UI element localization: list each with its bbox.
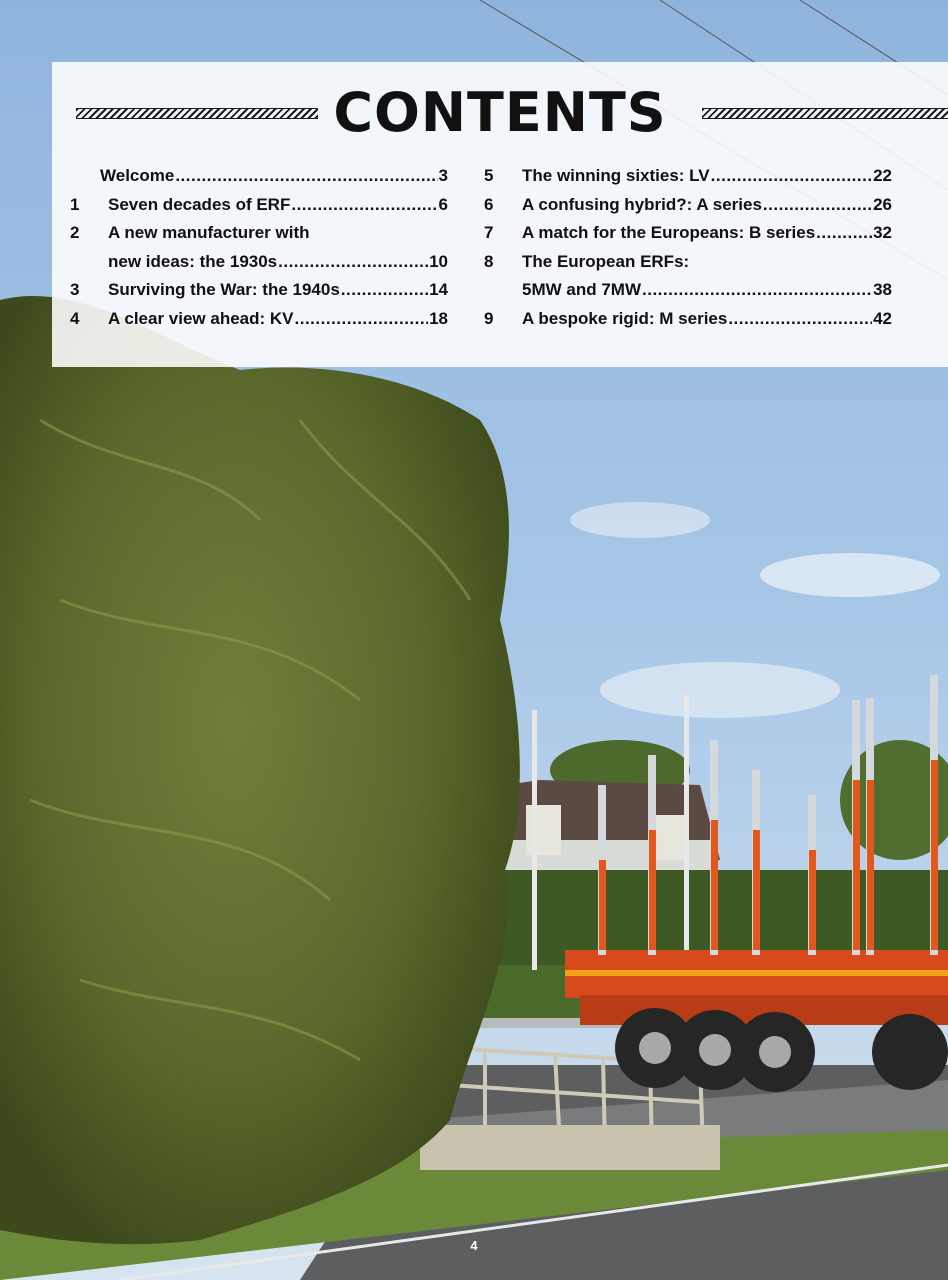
toc-label: 5MW and 7MW [522,280,641,299]
toc-label: The European ERFs: [522,251,690,271]
toc-entry[interactable] [70,162,448,191]
toc-label: A new manufacturer with [108,223,310,242]
toc-leader [816,219,872,248]
toc-label: Surviving the War: the 1940s [108,280,340,299]
toc-number: 2 [70,223,80,242]
toc-leader [642,276,872,305]
toc-label: Welcome [100,166,175,185]
toc-entry[interactable] [70,248,448,277]
toc-page: 42 [873,308,892,328]
toc-label: The winning sixties: LV [522,166,710,185]
toc-page: 6 [438,194,448,214]
toc-number: 9 [484,308,494,328]
toc-page: 38 [873,280,892,299]
toc-entry[interactable] [484,276,892,305]
toc-entry[interactable] [484,305,892,334]
toc-number: 6 [484,194,494,214]
toc-entry[interactable] [484,248,892,277]
toc-entry[interactable] [70,219,448,248]
contents-column-right [484,162,892,333]
toc-label: A clear view ahead: KV [108,308,294,328]
toc-entry[interactable] [70,191,448,220]
title-rule-right [702,108,948,119]
toc-number: 8 [484,251,494,271]
toc-number: 3 [70,280,80,299]
page-title: CONTENTS [333,81,667,144]
toc-page: 26 [873,194,892,214]
toc-label: A confusing hybrid?: A series [522,194,762,214]
toc-label: new ideas: the 1930s [108,251,278,271]
toc-label: Seven decades of ERF [108,194,291,214]
toc-label: A match for the Europeans: B series [522,223,816,242]
toc-label: A bespoke rigid: M series [522,308,728,328]
toc-page: 18 [429,308,448,328]
toc-page: 10 [429,251,448,271]
toc-entry[interactable] [484,191,892,220]
toc-page: 22 [873,166,892,185]
toc-leader [341,276,428,305]
toc-entry[interactable] [484,162,892,191]
toc-leader [278,248,428,277]
toc-leader [763,191,872,220]
toc-entry[interactable] [484,219,892,248]
toc-page: 32 [873,223,892,242]
toc-number: 7 [484,223,494,242]
toc-leader [291,191,437,220]
page-number: 4 [470,1238,478,1253]
toc-leader [711,162,872,191]
toc-page: 3 [438,166,448,185]
toc-number: 5 [484,166,494,185]
title-row [52,82,948,144]
toc-leader [175,162,437,191]
contents-column-left [70,162,448,333]
toc-leader [295,305,429,334]
toc-number: 4 [70,308,80,328]
toc-leader [728,305,872,334]
toc-entry[interactable] [70,305,448,334]
contents-panel [52,62,948,367]
toc-entry[interactable] [70,276,448,305]
toc-page: 14 [429,280,448,299]
toc-number: 1 [70,194,80,214]
